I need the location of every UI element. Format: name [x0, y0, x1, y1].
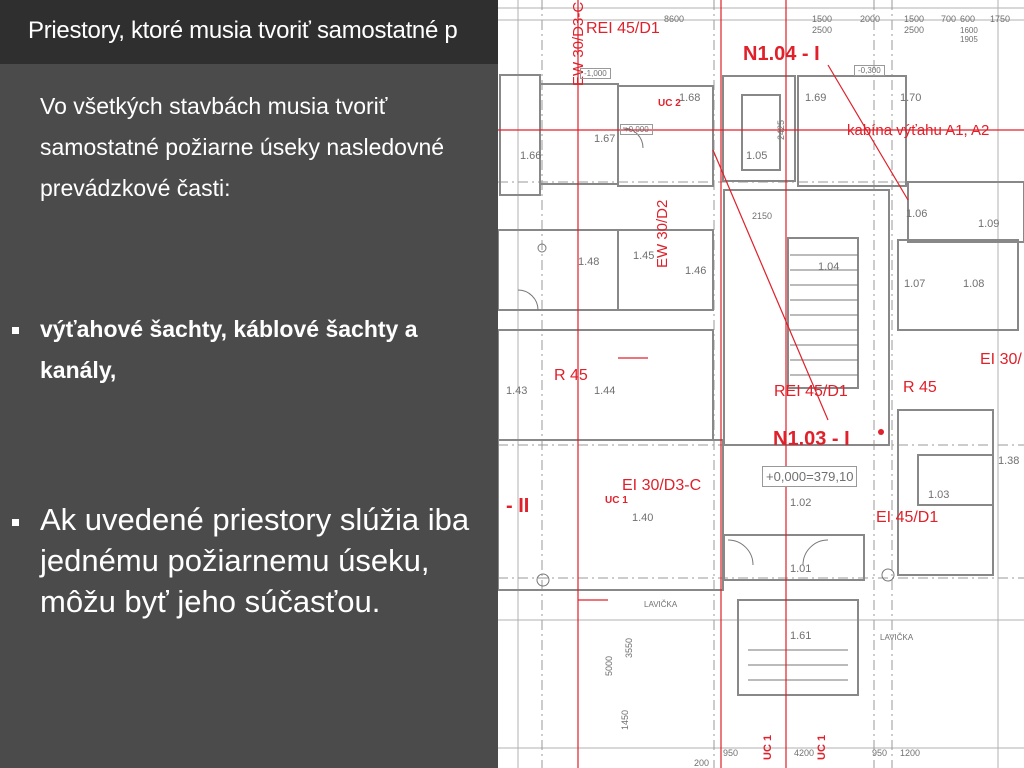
label-n103: N1.03 - I	[773, 428, 850, 450]
room-number: 1.69	[805, 92, 827, 104]
bullet-shafts: výťahové šachty, káblové šachty a kanály,	[40, 316, 418, 383]
room-number: 1.05	[746, 150, 768, 162]
room-number: 1.70	[900, 92, 922, 104]
dim: 1500	[812, 14, 833, 24]
label-rei45-mid: REI 45/D1	[774, 383, 848, 400]
room-number: 1.01	[790, 563, 812, 575]
dim: 1450	[620, 709, 630, 730]
label-n104: N1.04 - I	[743, 43, 820, 65]
room-number: 1.06	[906, 208, 928, 220]
room-number: 1.48	[578, 256, 600, 268]
room-number: 1.04	[818, 261, 840, 273]
dim: 1600	[960, 26, 978, 35]
dim: 1905	[960, 35, 978, 44]
label-cabin: kabína výťahu A1, A2	[847, 122, 990, 139]
label-ew30-d2: EW 30/D2	[654, 199, 671, 268]
dim: 950	[872, 748, 888, 758]
label-ew30-d3c: EW 30/D3-C	[570, 1, 587, 86]
room-number: 1.02	[790, 497, 812, 509]
dim: 2500	[904, 25, 925, 35]
dim: 4200	[794, 748, 815, 758]
label-zone-ii: - II	[506, 495, 530, 517]
dim: 700	[941, 14, 957, 24]
bullet-exception: Ak uvedené priestory slúžia iba jednému požiarnemu úseku, môžu byť jeho súčasťou.	[40, 502, 470, 619]
label-uc1-c: UC 1	[816, 734, 828, 760]
dim: 1750	[990, 14, 1011, 24]
room-number: 1.09	[978, 218, 1000, 230]
room-number: 1.67	[594, 133, 616, 145]
label-ei30-d3c: EI 30/D3-C	[622, 477, 702, 494]
bench-label: LAVIČKA	[644, 600, 678, 609]
dim: 2500	[812, 25, 833, 35]
dim: 5000	[604, 655, 614, 676]
label-ei45: EI 45/D1	[876, 509, 939, 526]
title-bar	[0, 0, 498, 64]
label-uc1-a: UC 1	[605, 495, 628, 506]
label-r45-right: R 45	[903, 379, 937, 396]
level-tag: -1,000	[580, 68, 611, 79]
dim: 2425	[776, 119, 786, 140]
dim: 1500	[904, 14, 925, 24]
room-number: 1.66	[520, 150, 542, 162]
floor-plan-drawing	[498, 0, 1024, 768]
room-number: 1.40	[632, 512, 654, 524]
bullet-marker	[12, 327, 19, 334]
level-tag: -0,300	[854, 65, 885, 76]
intro-text: Vo všetkých stavbách musia tvoriť samostatné požiarne úseky nasledovné prevádzkové časti:	[40, 93, 445, 201]
dim: 200	[694, 758, 710, 768]
room-number: 1.38	[998, 455, 1020, 467]
text-panel	[0, 0, 498, 768]
room-number: 1.07	[904, 278, 926, 290]
bullet-marker	[12, 519, 19, 526]
room-number: 1.45	[633, 250, 655, 262]
label-r45-left: R 45	[554, 367, 588, 384]
dim: 2000	[860, 14, 881, 24]
label-ei30: EI 30/	[980, 351, 1022, 368]
room-number: 1.43	[506, 385, 528, 397]
room-number: 1.08	[963, 278, 985, 290]
level-tag: +0,000	[620, 124, 653, 135]
label-rei45-top: REI 45/D1	[586, 20, 660, 37]
label-uc2: UC 2	[658, 98, 681, 109]
dim: 3550	[624, 637, 634, 658]
dim: 600	[960, 14, 976, 24]
room-number: 1.61	[790, 630, 812, 642]
dim: 2150	[752, 211, 773, 221]
label-level: +0,000=379,10	[762, 466, 857, 487]
slide-title: Priestory, ktoré musia tvoriť samostatné p	[28, 17, 458, 44]
dim: 950	[723, 748, 739, 758]
room-number: 1.03	[928, 489, 950, 501]
room-number: 1.44	[594, 385, 616, 397]
room-number: 1.46	[685, 265, 707, 277]
dim: 1200	[900, 748, 921, 758]
room-number: 1.68	[679, 92, 701, 104]
bench-label: LAVIČKA	[880, 633, 914, 642]
label-uc1-b: UC 1	[762, 734, 774, 760]
dim: 8600	[664, 14, 685, 24]
